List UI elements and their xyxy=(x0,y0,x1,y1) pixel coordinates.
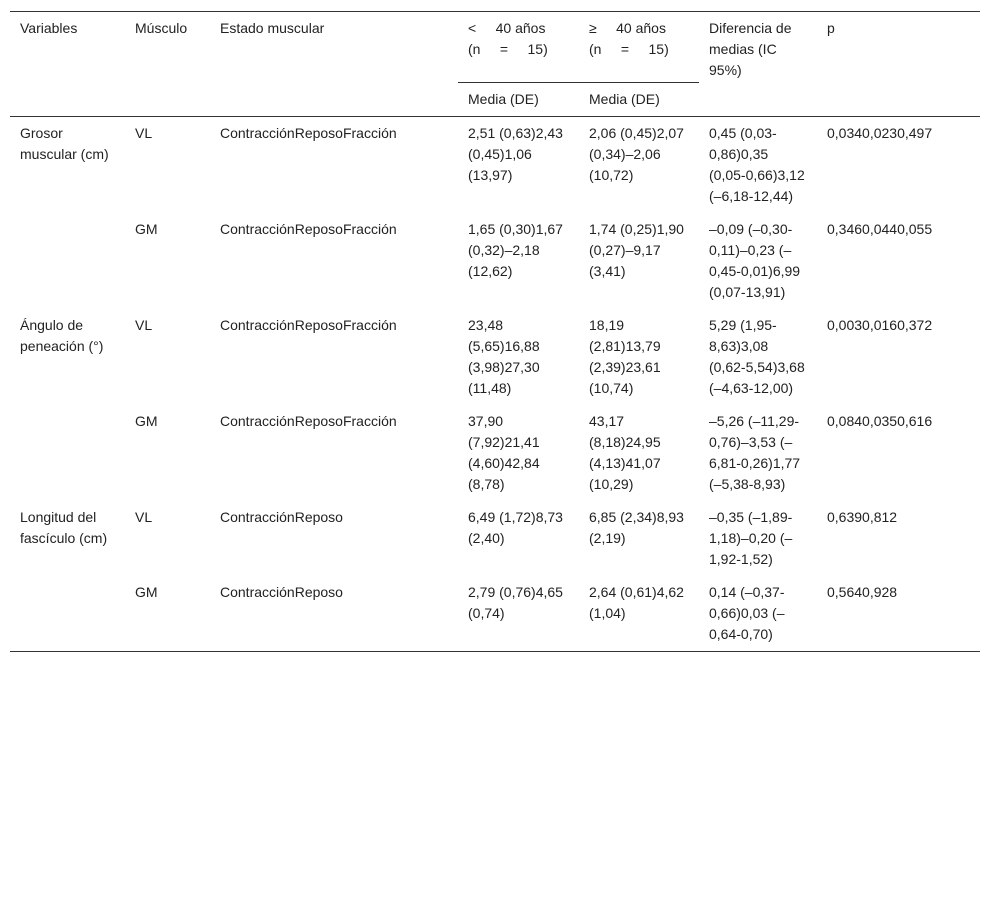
estado-cell: ContracciónReposo xyxy=(220,509,343,525)
header-group-under-40-label: < 40 años xyxy=(468,20,546,36)
p-cell: 0,0340,0230,497 xyxy=(827,125,933,141)
header-media-de-over-40: Media (DE) xyxy=(589,91,660,107)
media-under-40-cell: 6,49 (1,72)8,73 (2,40) xyxy=(468,509,563,546)
header-group-over-40-n: (n = 15) xyxy=(589,41,669,57)
header-musculo: Músculo xyxy=(125,12,210,117)
media-over-40-cell: 2,64 (0,61)4,62 (1,04) xyxy=(579,576,699,652)
diferencia-cell: 0,14 (–0,37-0,66)0,03 (–0,64-0,70) xyxy=(699,576,817,652)
p-cell: 0,6390,812 xyxy=(827,509,898,525)
media-under-40-cell: 2,79 (0,76)4,65 (0,74) xyxy=(458,576,579,652)
table-row xyxy=(10,117,980,214)
estado-cell: ContracciónReposoFracción xyxy=(220,221,397,237)
media-over-40-cell: 6,85 (2,34)8,93 (2,19) xyxy=(589,509,684,546)
media-over-40-cell: 2,06 (0,45)2,07 (0,34)–2,06 (10,72) xyxy=(589,125,684,183)
media-under-40-cell: 2,51 (0,63)2,43 (0,45)1,06 (13,97) xyxy=(468,125,563,183)
table-row xyxy=(10,213,980,309)
estado-cell: ContracciónReposo xyxy=(210,576,458,652)
estado-cell: ContracciónReposoFracción xyxy=(220,125,397,141)
musculo-cell: VL xyxy=(135,317,153,333)
estado-cell: ContracciónReposoFracción xyxy=(220,317,397,333)
diferencia-cell: 0,45 (0,03-0,86)0,35 (0,05-0,66)3,12 (–6,18-12,44) xyxy=(709,125,805,204)
header-group-under-40 xyxy=(458,12,579,83)
media-over-40-cell: 1,74 (0,25)1,90 (0,27)–9,17 (3,41) xyxy=(589,221,684,279)
musculo-cell: VL xyxy=(135,509,153,525)
variable-cell xyxy=(10,576,125,652)
header-group-over-40 xyxy=(579,12,699,83)
header-p: p xyxy=(817,12,980,117)
media-under-40-cell: 37,90 (7,92)21,41 (4,60)42,84 (8,78) xyxy=(468,413,540,492)
p-cell: 0,3460,0440,055 xyxy=(827,221,933,237)
media-under-40-cell: 1,65 (0,30)1,67 (0,32)–2,18 (12,62) xyxy=(468,221,563,279)
variable-cell: Longitud del fascículo (cm) xyxy=(20,509,108,546)
header-group-over-40-label: ≥ 40 años xyxy=(589,20,666,36)
header-estado-muscular: Estado muscular xyxy=(210,12,458,117)
p-cell: 0,0840,0350,616 xyxy=(827,413,933,429)
musculo-cell: GM xyxy=(125,576,210,652)
musculo-cell: GM xyxy=(135,413,158,429)
p-cell: 0,5640,928 xyxy=(817,576,980,652)
header-diferencia-medias: Diferencia de medias (IC 95%) xyxy=(699,12,817,117)
header-media-de-under-40: Media (DE) xyxy=(468,91,539,107)
table-row xyxy=(10,309,980,405)
diferencia-cell: 5,29 (1,95-8,63)3,08 (0,62-5,54)3,68 (–4,63-12,00) xyxy=(709,317,805,396)
variable-cell: Grosor muscular (cm) xyxy=(20,125,109,162)
table-row xyxy=(10,405,980,501)
table-row xyxy=(10,501,980,576)
variable-cell xyxy=(10,405,125,501)
diferencia-cell: –5,26 (–11,29-0,76)–3,53 (–6,81-0,26)1,77 (–5,38-8,93) xyxy=(709,413,801,492)
variable-cell xyxy=(10,213,125,309)
media-over-40-cell: 43,17 (8,18)24,95 (4,13)41,07 (10,29) xyxy=(589,413,661,492)
header-group-under-40-n: (n = 15) xyxy=(468,41,548,57)
table-row xyxy=(10,576,980,652)
musculo-cell: VL xyxy=(135,125,153,141)
estado-cell: ContracciónReposoFracción xyxy=(220,413,397,429)
results-table xyxy=(10,11,980,652)
p-cell: 0,0030,0160,372 xyxy=(827,317,933,333)
diferencia-cell: –0,09 (–0,30-0,11)–0,23 (–0,45-0,01)6,99 (0,07-13,91) xyxy=(709,221,801,300)
musculo-cell: GM xyxy=(135,221,158,237)
header-variables: Variables xyxy=(10,12,125,117)
media-under-40-cell: 23,48 (5,65)16,88 (3,98)27,30 (11,48) xyxy=(468,317,540,396)
diferencia-cell: –0,35 (–1,89-1,18)–0,20 (–1,92-1,52) xyxy=(709,509,793,567)
media-over-40-cell: 18,19 (2,81)13,79 (2,39)23,61 (10,74) xyxy=(589,317,661,396)
variable-cell: Ángulo de peneación (°) xyxy=(20,317,104,354)
